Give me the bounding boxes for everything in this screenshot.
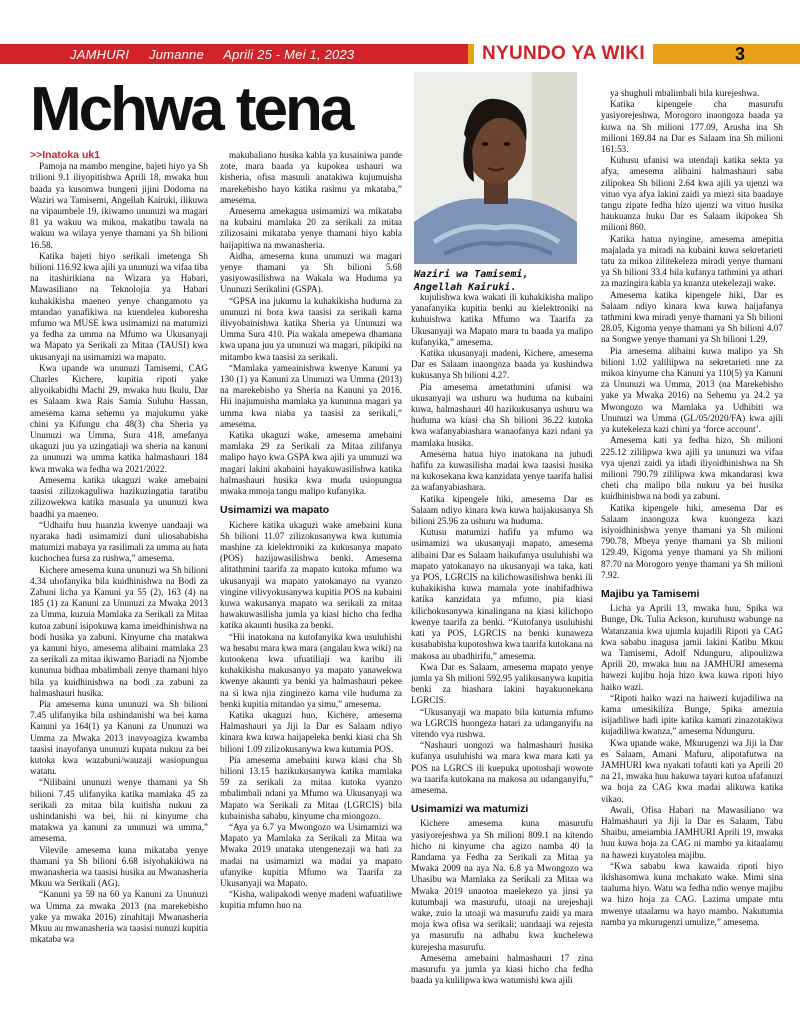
paragraph: Amesema katika ukaguzi wake amebaini taasisi zilizokaguliwa hazikuzingatia taratibu zilizowekwa katika masuala ya ununuzi kwa baadhi ya maeneo. (30, 474, 208, 519)
paragraph: Kichere katika ukaguzi wake amebaini kuna Sh bilioni 11.07 zilizokusanywa kwa kutumia mashine za kielektroniki za kukusanya mapato (POS) hazijawasilishwa benki. Amesema alitathmini taarifa za mapato kutoka mfumo wa ukusanyaji wa mapato yatokanayo na vyanzo vingine vilivyokusanywa kupitia POS na kubaini kuwa wakusanya mapato wa serikali za mitaa hawakuwasilisha jumla ya kiasi hicho cha fedha katika akaunti husika za benki. (220, 519, 402, 631)
paragraph: “GPSA ina jukumu la kuhakikisha huduma za ununuzi ni bora kwa taasisi za serikali kama ilivyobainishwa katika Sheria ya Ununuzi wa Umma Sura 410. Pia wakala amepewa dhamana kwa upana juu ya ununuzi wa magari, pikipiki na mitambo kwa taasisi za serikali. (220, 295, 402, 362)
paragraph: “Aya ya 6.7 ya Mwongozo wa Usimamizi wa Mapato ya Mamlaka za Serikali za Mitaa wa Mwaka 2019 unataka utengenezaji wa hati za madai na usimamizi wa madai ya mapato ufanyike kupitia Mfumo wa Taarifa za Ukusanyaji wa Mapato. (220, 821, 402, 888)
paragraph: Aidha, amesema kuna ununuzi wa magari yenye thamani ya Sh bilioni 5.68 yasiyowasilishwa na Wakala wa Huduma ya Ununuzi Serikalini (GSPA). (220, 250, 402, 295)
paragraph: “Kwa sababu kwa kawaida ripoti hiyo ikishasomwa kuna mchakato wake. Mimi sina taaluma hiyo. Watu wa fedha ndio wenye majibu wa hizo hoja za CAG. Lazima umpate mtu mwenye utaalamu wa hayo mambo. Nakutumia namba ya mkurugenzi umulize,” amesema. (601, 860, 783, 927)
column-3 (411, 292, 593, 1020)
paragraph: “Ukusanyaji wa mapato bila kutumia mfumo wa LGRCIS huongeza hatari za udanganyifu na vitendo vya rushwa. (411, 706, 593, 739)
paragraph: Pia amesema kuna ununuzi wa Sh bilioni 7.45 ulifanyika bila ushindanishi wa bei kama Kanuni ya 164(1) ya Kanuni za Ununuzi wa Umma za Mwaka 2013 inavyoagiza kwamba taasisi inayofanya ununuzi kupata nukuu za bei kutoka kwa wazabuni/wauzaji wasiopungua watatu. (30, 698, 208, 777)
subheading: Majibu ya Tamisemi (601, 587, 700, 600)
paragraph: “Kanuni ya 59 na 60 ya Kanuni za Ununuzi wa Umma za mwaka 2013 (na marekebisho yake ya mwaka 2016) zinahitaji Mwanasheria Mkuu au mwanasheria wa taasisi nunuzi kupitia mkataba wa (30, 889, 208, 945)
paragraph: “Nashauri uongozi wa halmashauri husika kufanya usuluhishi wa mara kwa mara kati ya POS na LGRCS ili kuepuka upotoshaji wowote wa taarifa kutokana na makosa au udanganyifu,” amesema. (411, 740, 593, 795)
section-title: NYUNDO YA WIKI (474, 44, 653, 64)
paragraph: makubaliano husika kabla ya kusainiwa pande zote, mara baada ya kupokea ushauri wa kisheria, ofisa masuuli anatakiwa kujumuisha marekebisho hayo katika rasimu ya mkataba,” amesema. (220, 150, 402, 205)
kicker: >>Inatoka uk1 (30, 150, 101, 161)
paragraph: Amesema kati ya fedha hizo, Sh milioni 225.12 zililipwa kwa ajili ya ununuzi wa vifaa vya ujenzi zaidi ya idadi iliyoidhinishwa na Sh milioni 790.79 zililipwa kwa mkandarasi kwa cheti cha malipo bila nukuu ya bei husika kuidhinishwa na bodi ya zabuni. (601, 435, 783, 502)
paragraph: Katika kipengele hiki, amesema Dar es Salaam ndiyo kinara kwa kuwa haijakusanya Sh bilioni 25.96 za ushuru wa huduma. (411, 493, 593, 527)
paragraph: Kwa Dar es Salaam, amesema mapato yenye jumla ya Sh milioni 592.95 yalikusanywa kupitia benki za biashara lakini hayakuonekana LGRCIS. (411, 661, 593, 706)
portrait-photo (414, 72, 577, 264)
paragraph: Kwa upande wake, Mkurugenzi wa Jiji la Dar es Salaam, Amani Mafuru, alipotafutwa na JAMHURI kwa nyakati tofauti kati ya Aprili 20 na 21, mwaka huu hakuwa tayari kutoa ufafanuzi wa hoja za CAG kwa madai alikuwa katika vikao. (601, 737, 783, 804)
subheading: Usimamizi wa mapato (220, 504, 330, 517)
issue-day: Jumanne (149, 47, 204, 62)
paragraph: Katika ukaguzi wake, amesema amebaini mamlaka 29 za Serikali za Mitaa zilifanya malipo hayo kwa GSPA kwa ajili ya ununuzi wa magari lakini akabaini hayakuwasilishwa katika halmashauri husika kwa muda usiopungua mwaka mmoja tangu malipo kufanyika. (220, 430, 402, 497)
column-1 (30, 150, 208, 1020)
paragraph: “Hii inatokana na kutofanyika kwa usuluhishi wa hesabu mara kwa mara (angalau kwa wiki) na kutookena kwa ufuatiliaji wa karibu ili kuhakikisha makusanyo ya mapato yanawekwa kwenye akaunti ya benki ya halmashauri pekee na si kwa njia zinginezo kama vile huduma za benki kupitia mitandao ya simu,” amesema. (220, 631, 402, 709)
paragraph: Awali, Ofisa Habari na Mawasiliano wa Halmashauri ya Jiji la Dar es Salaam, Tabu Shaibu, ameiambia JAMHURI Aprili 19, mwaka huu kuwa hoja za CAG ni mambo ya kitaalamu na hawezi kuyatolea majibu. (601, 804, 783, 860)
paragraph: “Mamlaka yameainishwa kwenye Kanuni ya 130 (1) ya Kanuni za Ununuzi wa Umma (2013) na marekebisho ya Sheria na Kanuni ya 2016. Hii inajumuisha mamlaka ya kununua magari ya umma kwa niaba ya taasisi za serikali,” amesema. (220, 362, 402, 429)
column-4 (601, 88, 783, 1020)
paragraph: Kutusu matumizi hafifu ya mfumo wa usimamizi wa ukusanyaji mapato, amesema alibaini Dar es Salaam haikufanya usuluhishi wa mapato yatokanayo na ukusanyaji wa taka, kati ya POS, LGRCIS na kilichowasilishwa benki ili kuhakikisha kuwa mamala yote inahifadhiwa katika kanzidata ya mfumo, pia kiasi kilichokusanywa kinalingana na kiasi kilichopo kwenye taarifa za benki. “Kutofanya usuluhishi kati ya POS, LGRCIS na benki kunaweza kusababisha kupotoshwa kwa taarifa kutokana na makosa au ubadhirifu,” amesema. (411, 527, 593, 661)
paragraph: “Udhaifu huu huanzia kwenye uandaaji wa nyaraka hadi usimamizi duni uliosababisha matumizi mabaya ya rasilimali za umma au hata kuchochea fursa za rushwa,” amesema. (30, 519, 208, 564)
paragraph: Katika bajeti hiyo serikali imetenga Sh bilioni 116.92 kwa ajili ya ununuzi wa vifaa tiba na itashirikiana na Wizara ya Habari, Mawasiliano na Teknolojia ya Habari kuhakikisha maeneo yenye changamoto ya mtandao yanafikiwa na kuendelea kuboresha mfumo wa MUSE kwa usimamizi na matumizi ya fedha za umma na Mfumo wa Ukusanyaji wa Mapato ya Serikali za Mitaa (TAUSI) kwa ukusanyaji na usimamizi wa mapato. (30, 250, 208, 362)
paragraph: Katika kipengele hiki, amesema Dar es Salaam inaongoza kwa kuongeza kazi isiyoidhinishwa yenye thamani ya Sh milioni 790.78, Mbeya yenye thamani ya Sh milioni 129.49, Kigoma yenye thamani ya Sh milioni 87.70 na Morogoro yenye thamani ya Sh milioni 7.92. (601, 502, 783, 580)
page-header (0, 0, 800, 64)
paragraph: Amesema hatua hiyo inatokana na juhudi hafifu za kuwasilisha madai kwa taasisi husika na kukosekana kwa kanzidata yenye taarifa halisi za wafanyabiashara. (411, 448, 593, 493)
paragraph: Pamoja na mambo mengine, bajeti hiyo ya Sh trilioni 9.1 iliyopitishwa Aprili 18, mwaka huu baada ya kusomwa bungeni jijini Dodoma na Waziri wa Tamisemi, Angellah Kairuki, ilikuwa na vipaumbele 19, ikiwamo ununuzi wa magari 81 ya wakuu wa mikoa, makatibu tawala na wakuu wa wilaya yenye thamani ya Sh bilioni 16.58. (30, 161, 208, 250)
paragraph: Katika ukaguzi huo, Kichere, amesema Halmashauri ya Jiji la Dar es Salaam ndiyo kinara kwa kuwa haijapeleka benki kiasi cha Sh bilioni 1.09 zilizokusanywa kwa kutumia POS. (220, 709, 402, 754)
paragraph: Katika hatua nyingine, amesema amepitia majalada ya miradi na kubaini kuwa sekretarieti tatu za mikoa zilitekeleza miradi yenye thamani ya Sh bilioni 33.4 bila kufanya tathmini ya athari za mazingira kabla ya kuanza utekelezaji wake. (601, 233, 783, 289)
paragraph: Kichere amesema kuna masurufu yasiyorejeshwa ya Sh milioni 809.1 na kitendo hicho ni kinyume cha agizo namba 40 la Randama ya Fedha za Serikali za Mitaa ya Mwaka 2009 na aya Na. 6.8 ya Mwongozo wa Uhasibu wa Mamlaka za Serikali za Mitaa wa Mwaka 2019 unaotoa maelekezo ya jinsi ya kutumbaji wa masurufu, utoaji na urejeshaji wake, zuio la utoaji wa masurufu zaidi ya mara moja kwa ofisa wa serikali; uandaaji wa rejesta ya masurufu na adhabu kwa kuchelewa kurejesha masurufu. (411, 818, 593, 952)
paragraph: Amesema amebaini halmashauri 17 zina masurufu ya jumla ya kiasi hicho cha fedha baada ya kulilipwa kwa watumishi kwa ajili (411, 952, 593, 986)
headline: Mchwa tena (30, 75, 352, 144)
paragraph: Katika ukusanyaji madeni, Kichere, amesema Dar es Salaam inaongoza baada ya kushindwa kukusanya Sh bilioni 4.27. (411, 348, 593, 381)
subheading: Usimamizi wa matumizi (411, 803, 529, 816)
paragraph: Pia amesema amebaini kuwa kiasi cha Sh bilioni 13.15 hazikukusanywa katika mamlaka 59 za serikali za mitaa kutoka vyanzo mbalimbali ndani ya Mfumo wa Ukusanyaji wa Mapato wa Serikali za Mitaa (LGRCIS) bila kubainisha sababu, kinyume cha miongozo. (220, 754, 402, 821)
paragraph: kujulishwa kwa wakati ili kuhakikisha malipo yanafanyika kupitia benki au kielektroniki na kuhuishwa katika Mfumo wa Taarifa za Ukusanyaji wa Mapato mara tu baada ya malipo kufanyika,” amesema. (411, 292, 593, 347)
paragraph: ya shughuli mbalimbali bila kurejeshwa. (610, 88, 760, 98)
paragraph: Vilevile amesema kuna mikataba yenye thamani ya Sh bilioni 6.68 isiyohakikiwa na mwanasheria wa taasisi husika au Mwanasheria Mkuu wa Serikali (AG). (30, 844, 208, 889)
paragraph: Kuhusu ufanisi wa utendaji katika sekta ya afya, amesema alibaini halmashauri saba zilipokea Sh bilioni 2.64 kwa ajili ya ujenzi wa vituo vya afya lakini zaidi ya miezi sita baadaye tangu zipate fedha hizo ujenzi wa vituo husika haukuanza huku Dar es Salaam ikipokea Sh milioni 860. (601, 155, 783, 233)
header-meta (70, 47, 370, 62)
paragraph: Amesema katika kipengele hiki, Dar es Salaam ndiyo kinara kwa kuwa haijafanya tathmini kwa miradi yenye thamani ya Sh bilioni 28.05, Kigoma yenye thamani ya Sh bilioni 4.07 na Songwe yenye thamani ya Sh bilioni 1.29. (601, 289, 783, 345)
publication-name: JAMHURI (70, 47, 130, 62)
page-number: 3 (712, 44, 768, 64)
paragraph: Pia amesema alibaini kuwa malipo ya Sh bilioni 1.02 yaliliipwa na sekretarieti nne za mikoa kinyume cha Kanuni ya 110(5) ya Kanuni za Ununuzi wa Umma, 2013 (na Marekebisho yake ya Mwaka 2016) na Sehemu ya 24.2 ya Mwongozo wa Mamlaka ya Udhibiti wa Ununuzi wa Umma (GL/05/2020/FA) kwa ajili ya kutekeleza kazi chini ya ‘force account’. (601, 345, 783, 435)
paragraph: “Ripoti haiko wazi na haiwezi kujadiliwa na kama umesikiliza Bunge, Spika amezuia isijadiliwe hadi ipite katika kamati zinazotakiwa kujadiliwa kwanza,” amesema Ndunguru. (601, 692, 783, 737)
portrait-illustration (414, 72, 577, 264)
photo-caption: Waziri wa Tamisemi, Angellah Kairuki. (414, 269, 529, 293)
paragraph: Pia amesema ametathmini ufanisi wa ukusanyaji wa ushuru wa huduma na kubaini kuwa, halmashauri 40 hazikukusanya ushuru wa huduma wa kiasi cha Sh bilioni 36.22 kutoka kwa wafanyabiashara wanaofanya kazi ndani ya mamlaka husika. (411, 381, 593, 448)
issue-dates: Aprili 25 - Mei 1, 2023 (223, 47, 355, 62)
paragraph: Kwa upande wa ununuzi Tamisemi, CAG Charles Kichere, kupitia ripoti yake aliyoikabidhi Machi 29, mwaka huu Ikulu, Dar es Salaam kwa Rais Samia Suluhu Hassan, amesema kama sehemu ya majukumu yake chini ya Kifungu cha 48(3) cha Sheria ya Ununuzi wa Umma, Sura 418, amefanya ukaguzi juu ya uzingatiaji wa sheria na kanuni za ununuzi wa umma katika halmashauri 184 kwa mwaka wa fedha wa 2021/2022. (30, 362, 208, 474)
paragraph: Licha ya Aprili 13, mwaka huu, Spika wa Bunge, Dk. Tulia Ackson, kuruhusu wabunge na Watanzania kwa ujumla kujadili Ripoti ya CAG kwa sababu inagusa jamii lakini Katibu Mkuu wa Tamisemi, Adolf Ndunguru, alipoulizwa Aprili 20, mwaka huu na JAMHURI amesema hawezi kujibu hoja hizo kwa kuwa ripoti hiyo haiko wazi. (601, 603, 783, 692)
column-2 (220, 150, 402, 1020)
paragraph: Amesema amekagua usimamizi wa mikataba na kubaini mamlaka 20 za serikali za mitaa zilizosaini mikataba yenye thamani hiyo kabla haijapitiwa na mwanasheria. (220, 206, 402, 250)
paragraph: Kichere amesema kuna ununuzi wa Sh bilioni 4.34 ulıofanyika bila kuidhinishwa na Bodi za Zabuni licha ya Kanuni ya 55 (2), 163 (4) na 185 (1) za Kanuni za Ununuzi za Mwaka 2013 za Umma, kuzuia Mamlaka za Serikali za Mitaa kutoa zabuni isipokuwa kama imeidhinishwa na bodi husika ya zabuni. Kinyume cha matakwa ya kanuni hiyo, amesema alibaini mamlaka 23 za serikali za mitaa ikiwamo Bariadi na Njombe kununua bidhaa mbalimbali zenye thamani hiyo bila ya kuidhinishwa na bodi za zabuni za halmashauri husika. (30, 564, 208, 698)
paragraph: Katika kipengele cha masurufu yasiyorejeshwa, Morogoro inaongoza baada ya kuwa na Sh milioni 177.09, Arusha ina Sh milioni 169.84 na Dar es Salaam ina Sh milioni 161.53. (601, 99, 783, 155)
paragraph: “Nilibaini ununuzi wenye thamani ya Sh bilioni 7.45 ulifanyika katika mamlaka 45 za serikali za mitaa bila kuitisha nukuu za ushindanishi wa bei, hii ni kinyume cha matakwa ya kanuni za ununuzi wa umma,” amesema. (30, 777, 208, 844)
paragraph: “Kisha, walipakodi wenye madeni wafuatiliwe kupitia mfumo huo na (220, 889, 402, 911)
